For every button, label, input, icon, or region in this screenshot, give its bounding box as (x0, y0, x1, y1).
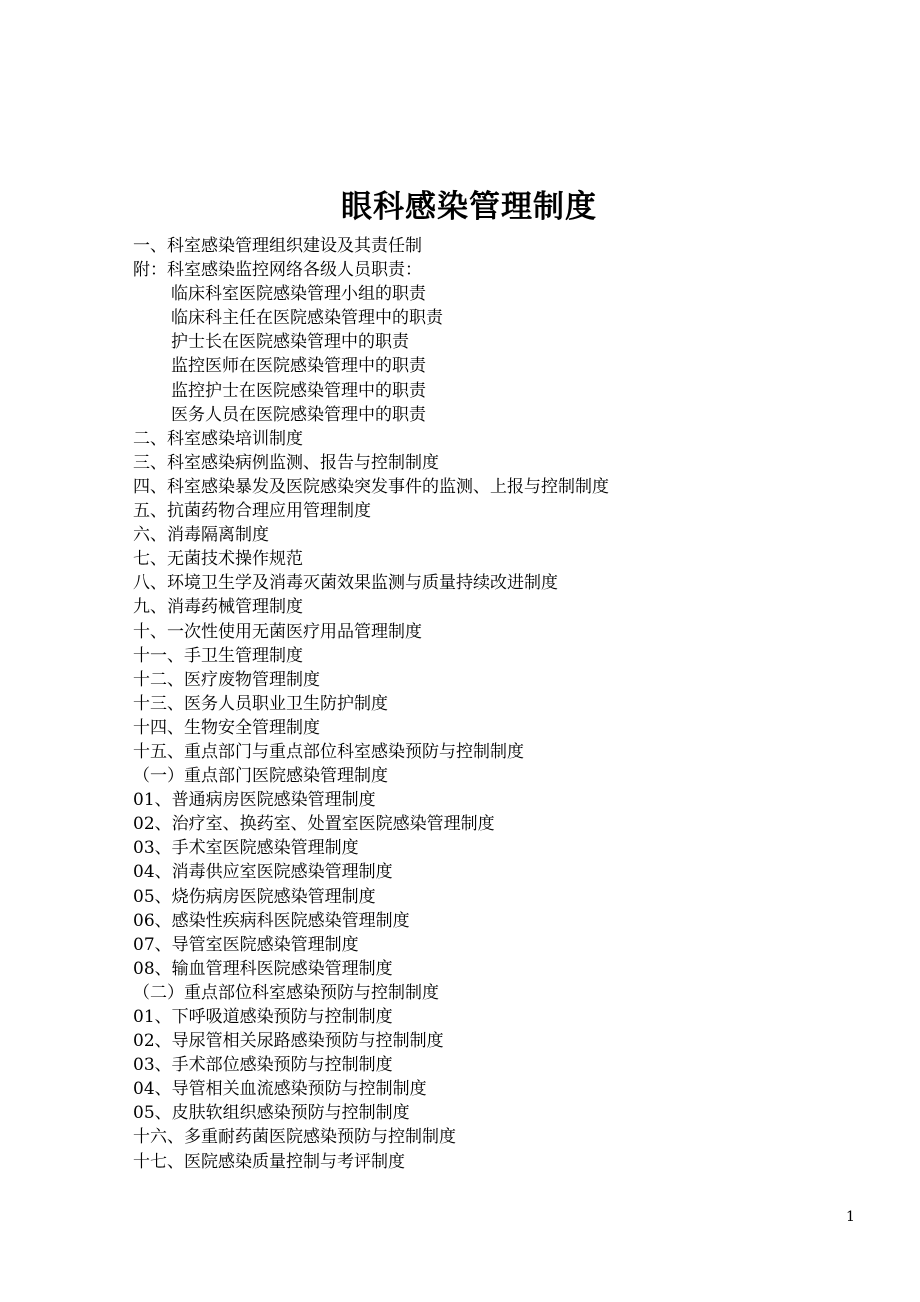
toc-item: 五、抗菌药物合理应用管理制度 (133, 501, 371, 522)
table-of-contents (133, 234, 893, 1174)
toc-subitem: 护士长在医院感染管理中的职责 (171, 332, 409, 353)
toc-subitem: 监控护士在医院感染管理中的职责 (171, 380, 426, 401)
toc-subitem: 医务人员在医院感染管理中的职责 (171, 404, 426, 425)
toc-item: 十四、生物安全管理制度 (133, 717, 320, 738)
toc-item: 九、消毒药械管理制度 (133, 597, 303, 618)
toc-item: 二、科室感染培训制度 (133, 428, 303, 449)
toc-item: 附：科室感染监控网络各级人员职责： (133, 260, 422, 281)
toc-item: 七、无菌技术操作规范 (133, 549, 303, 570)
toc-item: 04、消毒供应室医院感染管理制度 (133, 862, 393, 883)
toc-item: 十五、重点部门与重点部位科室感染预防与控制制度 (133, 741, 524, 762)
toc-item: 06、感染性疾病科医院感染管理制度 (133, 910, 410, 931)
toc-item: 04、导管相关血流感染预防与控制制度 (133, 1079, 427, 1100)
toc-item: 三、科室感染病例监测、报告与控制制度 (133, 452, 439, 473)
toc-item: 01、普通病房医院感染管理制度 (133, 790, 376, 811)
toc-item: 十二、医疗废物管理制度 (133, 669, 320, 690)
toc-item: 05、皮肤软组织感染预防与控制制度 (133, 1103, 410, 1124)
toc-item: 05、烧伤病房医院感染管理制度 (133, 886, 376, 907)
toc-item: 03、手术室医院感染管理制度 (133, 838, 359, 859)
page-number: 1 (846, 1209, 855, 1225)
toc-item: 03、手术部位感染预防与控制制度 (133, 1055, 393, 1076)
document-title: 眼科感染管理制度 (341, 188, 597, 225)
toc-item: （一）重点部门医院感染管理制度 (133, 766, 388, 787)
toc-subitem: 临床科室医院感染管理小组的职责 (171, 284, 426, 305)
toc-subitem: 临床科主任在医院感染管理中的职责 (171, 308, 443, 329)
toc-item: 十、一次性使用无菌医疗用品管理制度 (133, 621, 422, 642)
toc-item: 01、下呼吸道感染预防与控制制度 (133, 1007, 393, 1027)
toc-item: 一、科室感染管理组织建设及其责任制 (133, 236, 422, 256)
toc-item: 六、消毒隔离制度 (133, 525, 269, 546)
toc-item: 十六、多重耐药菌医院感染预防与控制制度 (133, 1127, 456, 1148)
toc-item: 十三、医务人员职业卫生防护制度 (133, 693, 388, 714)
toc-item: 07、导管室医院感染管理制度 (133, 934, 359, 955)
toc-item: 08、输血管理科医院感染管理制度 (133, 958, 393, 979)
toc-item: （二）重点部位科室感染预防与控制制度 (133, 982, 439, 1003)
toc-item: 十一、手卫生管理制度 (133, 645, 303, 666)
toc-item: 四、科室感染暴发及医院感染突发事件的监测、上报与控制制度 (133, 476, 609, 497)
toc-item: 八、环境卫生学及消毒灭菌效果监测与质量持续改进制度 (133, 573, 558, 594)
toc-item: 02、导尿管相关尿路感染预防与控制制度 (133, 1031, 444, 1052)
toc-subitem: 监控医师在医院感染管理中的职责 (171, 356, 426, 377)
toc-item: 十七、医院感染质量控制与考评制度 (133, 1151, 405, 1172)
toc-item: 02、治疗室、换药室、处置室医院感染管理制度 (133, 814, 495, 835)
